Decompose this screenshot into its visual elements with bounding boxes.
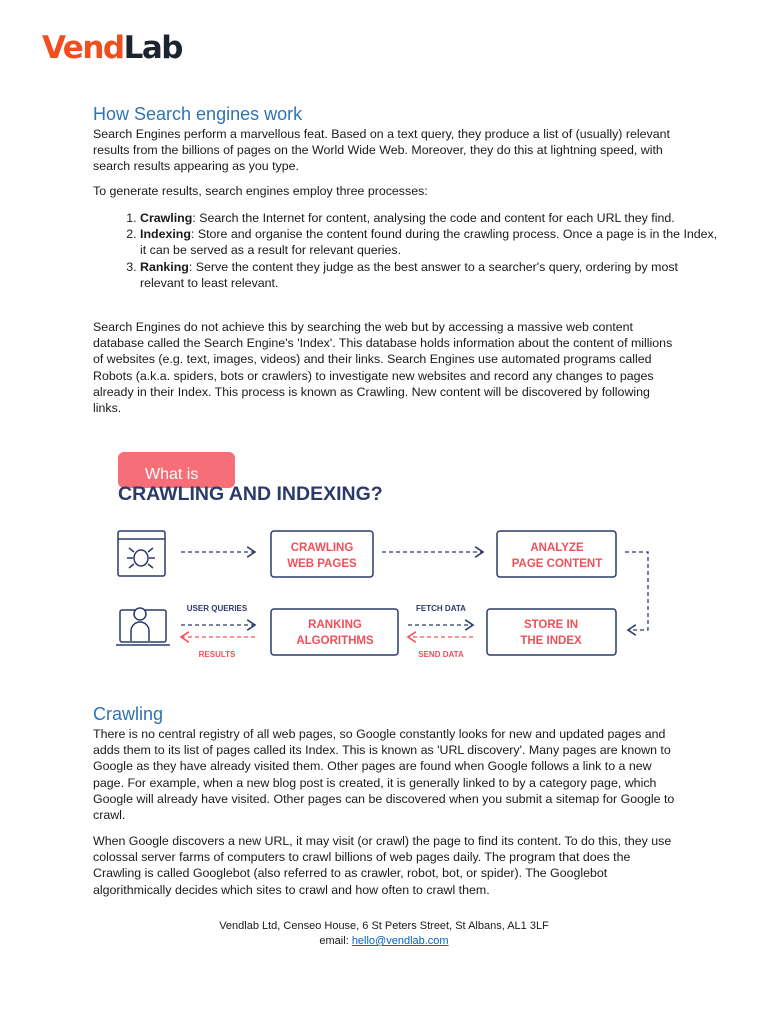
- list-item: 3. Ranking: Serve the content they judge as the best answer to a searcher's query, ordering by most relevant to least relevant.: [140, 259, 725, 291]
- vendlab-logo: VendLab: [42, 30, 182, 66]
- arrow: [625, 552, 648, 630]
- box-crawling: [271, 531, 373, 577]
- footer-address: Vendlab Ltd, Censeo House, 6 St Peters Street, St Albans, AL1 3LF: [219, 920, 549, 932]
- box-ranking: [271, 609, 398, 655]
- box-text: ALGORITHMS: [296, 635, 374, 647]
- list-item: 2. Indexing: Store and organise the content found during the crawling process. Once a page is in the Index, it can be served as a result for relevant queries.: [140, 226, 725, 258]
- user-laptop-icon: [116, 608, 170, 645]
- box-text: CRAWLING: [290, 542, 354, 554]
- email-link[interactable]: hello@vendlab.com: [351, 935, 449, 947]
- email-label: email:: [319, 935, 352, 947]
- box-analyze: [497, 531, 616, 577]
- crawling-paragraph-1: There is no central registry of all web pages, so Google constantly looks for new and updated pages and adds them to its list of pages called its Index. This is known as 'URL discovery'. Many pages are known to Google as they have already visited them. Other pages are found when Google follows a link to a new page. For example, when a new blog post is created, it is generally linked to by a category page, which Google will already have visited. Other pages can be discovered when you submit a sitemap for Google to crawl.: [93, 727, 675, 823]
- footer: [0, 919, 768, 949]
- body-paragraph: Search Engines do not achieve this by searching the web but by accessing a massive web content database called the Search Engine's 'Index'. This database holds information about the content of millions of websites (e.g. text, images, videos) and their links. Search Engines use automated programs called Robots (a.k.a. spiders, bots or crawlers) to investigate new websites and record any changes to pages already in their Index. This process is known as Crawling. New content will be discovered by following links.: [93, 320, 673, 416]
- label-fetch-data: FETCH DATA: [416, 604, 466, 613]
- section-heading-how-search-engines-work: How Search engines work: [93, 104, 303, 124]
- diagram-title: CRAWLING AND INDEXING?: [118, 483, 383, 505]
- box-store: [487, 609, 616, 655]
- processes-intro: To generate results, search engines employ three processes:: [93, 184, 428, 198]
- browser-bug-icon: [118, 531, 165, 576]
- section-heading-crawling: Crawling: [93, 704, 164, 724]
- crawling-paragraph-2: When Google discovers a new URL, it may visit (or crawl) the page to find its content. To do this, they use colossal server farms of computers to crawl billions of web pages daily. The program that does the Crawling is called Googlebot (also referred to as crawler, robot, bot, or spider). The Googlebot algorithmically decides which sites to crawl and how often to crawl them.: [93, 834, 672, 897]
- box-text: STORE IN: [523, 619, 579, 631]
- box-text: PAGE CONTENT: [511, 558, 603, 570]
- label-user-queries: USER QUERIES: [186, 604, 248, 613]
- box-text: RANKING: [308, 619, 362, 631]
- list-item: 1. Crawling: Search the Internet for content, analysing the code and content for each URL they find.: [140, 210, 725, 226]
- box-text: WEB PAGES: [287, 558, 357, 570]
- diagram-tag-text: What is: [145, 466, 199, 483]
- box-text: ANALYZE: [530, 542, 584, 554]
- label-send-data: SEND DATA: [418, 650, 464, 659]
- box-text: THE INDEX: [520, 635, 582, 647]
- intro-paragraph: Search Engines perform a marvellous feat. Based on a text query, they produce a list of (usually) relevant results from the billions of pages on the World Wide Web. Moreover, they do this at lightning speed, with search results appearing as you type.: [93, 127, 670, 174]
- label-results: RESULTS: [198, 650, 236, 659]
